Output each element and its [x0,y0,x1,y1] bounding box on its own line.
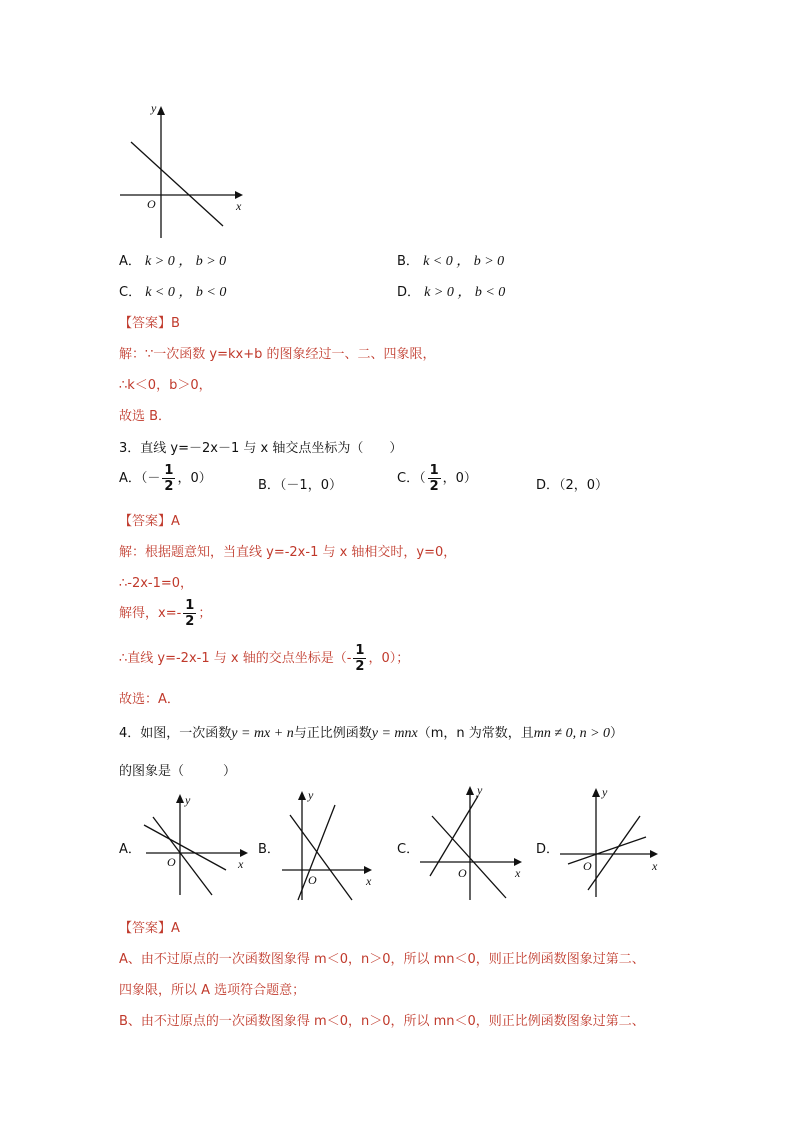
q2-option-d: D． k > 0 ， b < 0 [397,285,506,300]
origin-label: O [458,866,467,880]
figure-line-graph [115,98,255,243]
q3-solution-line4: ∴直线 y=-2x-1 与 x 轴的交点坐标是（- $\frac{1}{2}$ ，0）； [119,643,410,674]
axis-y-label: y [477,783,483,797]
axis-x-label: x [652,859,658,873]
q3-solution-line1: 解：根据题意知，当直线 y=-2x-1 与 x 轴相交时，y=0， [119,545,457,560]
origin-label: O [167,855,176,869]
q3-solution-line2: ∴-2x-1=0， [119,576,194,591]
q3-option-d: D．（2，0） [536,478,609,493]
q4-stem: 4．如图，一次函数y = mx + n与正比例函数y = mnx（m，n 为常数，且mn ≠ 0, n > 0） [119,726,624,741]
q4-solution-line3: B、由不过原点的一次函数图象得 m＜0，n＞0，所以 mn＜0，则正比例函数图象过第二、 [119,1014,645,1029]
q4-stem-line2: 的图象是（ ） [119,764,237,779]
q4-graph-label-d: D． [536,842,560,857]
axis-x-label: x [366,874,372,888]
q2-option-c: C． k < 0 ， b < 0 [119,285,227,300]
q4-solution-line1: A、由不过原点的一次函数图象得 m＜0，n＞0，所以 mn＜0，则正比例函数图象过第二、 [119,952,645,967]
origin-label: O [308,873,317,887]
axis-y-label: y [602,785,608,799]
q3-stem: 3．直线 y=－2x－1 与 x 轴交点坐标为（ ） [119,441,403,456]
axis-y-label: y [151,101,157,115]
axis-y-label: y [185,793,191,807]
q4-graph-a [138,790,253,900]
q4-answer: 【答案】A [119,921,180,936]
q3-option-a: A．（－ $\frac{1}{2}$ ，0） [119,463,212,494]
q4-graph-d [558,782,668,902]
q4-graph-label-c: C． [397,842,420,857]
axis-x-label: x [238,857,244,871]
q2-option-b: B． k < 0 ， b > 0 [397,254,505,269]
q2-solution-line2: ∴k＜0，b＞0， [119,378,212,393]
axis-x-label: x [236,199,242,213]
q2-solution-line3: 故选 B． [119,409,172,424]
q3-answer: 【答案】A [119,514,180,529]
origin-label: O [147,197,156,211]
axis-x-label: x [515,866,521,880]
q2-solution-line1: 解：∵一次函数 y=kx+b 的图象经过一、二、四象限， [119,347,436,362]
q4-graph-label-b: B． [258,842,280,857]
q3-option-c: C．（ $\frac{1}{2}$ ，0） [397,463,477,494]
q4-graph-label-a: A． [119,842,141,857]
q2-option-a: A． k > 0 ， b > 0 [119,254,227,269]
q2-answer: 【答案】B [119,316,180,331]
q4-graph-c [418,780,533,905]
origin-label: O [583,859,592,873]
q4-graph-b [280,785,380,905]
axis-y-label: y [308,788,314,802]
q3-solution-line3: 解得，x=- $\frac{1}{2}$ ； [119,598,212,629]
q3-solution-line5: 故选：A． [119,692,180,707]
q4-solution-line2: 四象限，所以 A 选项符合题意； [119,983,306,998]
q3-option-b: B．（－1，0） [258,478,342,493]
